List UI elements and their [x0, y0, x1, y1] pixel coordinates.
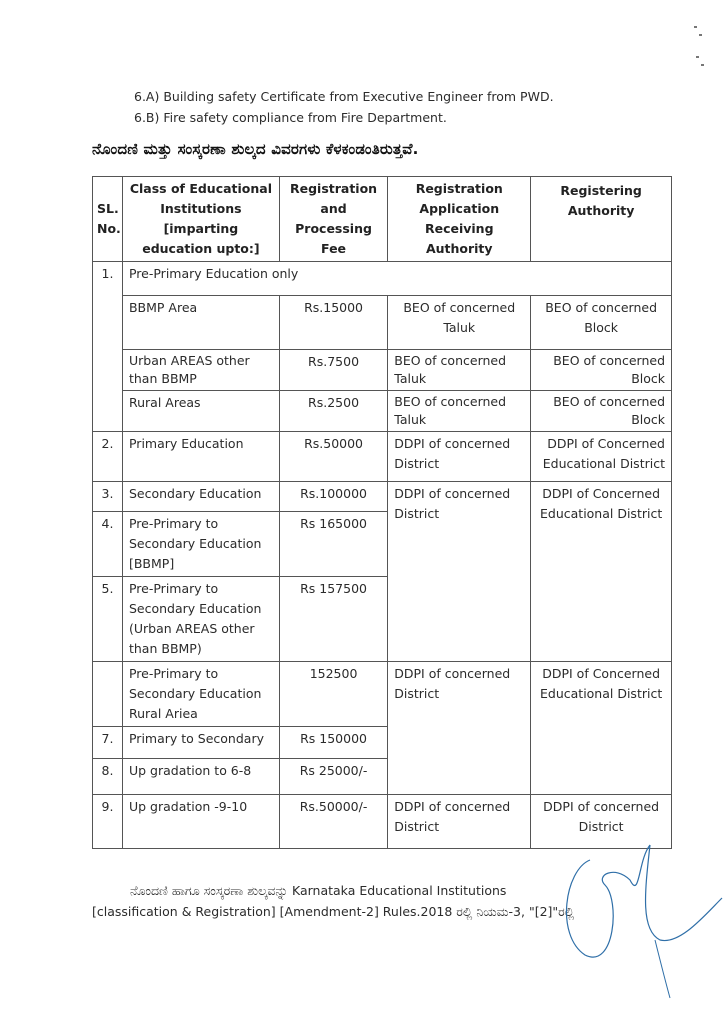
- cell-fee: Rs.7500: [279, 350, 387, 391]
- cell-class: Primary to Secondary: [122, 727, 279, 759]
- table-row: [93, 662, 672, 727]
- scan-marks: [686, 20, 706, 80]
- header-class: Class of Educational Institutions [imparting education upto:]: [122, 177, 279, 262]
- header-sl-no: SL. No.: [93, 177, 123, 262]
- cell-receiving: DDPI of concerned District: [388, 432, 531, 482]
- cell-receiving: BEO of concerned Taluk: [388, 350, 531, 391]
- cell-receiving: DDPI of concerned District: [388, 482, 531, 662]
- cell-fee: Rs.2500: [279, 391, 387, 432]
- cell-registering: DDPI of Concerned Educational District: [531, 432, 672, 482]
- cell-registering: BEO of concerned Block: [531, 296, 672, 350]
- cell-fee: Rs.100000: [279, 482, 387, 512]
- cell-class: Pre-Primary to Secondary Education (Urban AREAS other than BBMP): [122, 577, 279, 662]
- cell-fee: Rs.50000/-: [279, 795, 387, 849]
- cell-class: Primary Education: [122, 432, 279, 482]
- cell-registering: BEO of concerned Block: [531, 391, 672, 432]
- cell-class: Secondary Education: [122, 482, 279, 512]
- cell-registering: BEO of concerned Block: [531, 350, 672, 391]
- cell-class: Pre-Primary to Secondary Education [BBMP]: [122, 512, 279, 577]
- cell-fee: Rs.15000: [279, 296, 387, 350]
- cell-receiving: BEO of concerned Taluk: [388, 391, 531, 432]
- cell-class: Urban AREAS other than BBMP: [122, 350, 279, 391]
- header-fee: Registration and Processing Fee: [279, 177, 387, 262]
- signature-stroke: [646, 845, 722, 941]
- cell-sl: 4.: [93, 512, 123, 577]
- cell-sl: [93, 662, 123, 727]
- table-row: [93, 391, 672, 432]
- cell-registering: DDPI of Concerned Educational District: [531, 662, 672, 795]
- cell-sl: 8.: [93, 759, 123, 795]
- cell-class: Pre-Primary Education only: [122, 262, 671, 296]
- table-row: [93, 432, 672, 482]
- cell-registering: DDPI of concerned District: [531, 795, 672, 849]
- cell-registering: DDPI of Concerned Educational District: [531, 482, 672, 662]
- cell-fee: Rs 150000: [279, 727, 387, 759]
- cell-fee: Rs 165000: [279, 512, 387, 577]
- cell-sl: 7.: [93, 727, 123, 759]
- table-row: [93, 296, 672, 350]
- table-row: [93, 350, 672, 391]
- cell-class: Up gradation -9-10: [122, 795, 279, 849]
- cell-sl: 5.: [93, 577, 123, 662]
- cell-fee: 152500: [279, 662, 387, 727]
- cell-class: Pre-Primary to Secondary Education Rural Ariea: [122, 662, 279, 727]
- list-item: 6.B) Fire safety compliance from Fire Department.: [134, 110, 447, 125]
- cell-receiving: DDPI of concerned District: [388, 662, 531, 795]
- cell-receiving: BEO of concerned Taluk: [388, 296, 531, 350]
- cell-fee: Rs 25000/-: [279, 759, 387, 795]
- table-row: [93, 482, 672, 512]
- cell-sl: 3.: [93, 482, 123, 512]
- cell-receiving: DDPI of concerned District: [388, 795, 531, 849]
- table-row: [93, 262, 672, 296]
- header-registering-authority: Registering Authority: [531, 177, 672, 262]
- cell-class: Rural Areas: [122, 391, 279, 432]
- cell-sl: 1.: [93, 262, 123, 432]
- cell-class: BBMP Area: [122, 296, 279, 350]
- footer-line: ನೊಂದಣಿ ಹಾಗೂ ಸಂಸ್ಕರಣಾ ಶುಲ್ಕವನ್ನು Karnataka Educational Institutions: [130, 883, 507, 898]
- cell-fee: Rs.50000: [279, 432, 387, 482]
- cell-sl: 2.: [93, 432, 123, 482]
- cell-fee: Rs 157500: [279, 577, 387, 662]
- signature-stroke: [655, 940, 670, 998]
- cell-sl: 9.: [93, 795, 123, 849]
- footer-line: [classification & Registration] [Amendment-2] Rules.2018 ರಲ್ಲಿ ನಿಯಮ-3, "[2]"ರಲ್ಲಿ: [92, 904, 575, 919]
- signature-scribble: [560, 840, 724, 1000]
- table-header-row: [93, 177, 672, 262]
- requirements-list: [134, 86, 554, 128]
- list-item: 6.A) Building safety Certificate from Executive Engineer from PWD.: [134, 89, 554, 104]
- section-heading: ನೊಂದಣಿ ಮತ್ತು ಸಂಸ್ಕರಣಾ ಶುಲ್ಕದ ವಿವರಗಳು ಕೆಳಕಂಡಂತಿರುತ್ತವೆ.: [92, 140, 419, 158]
- header-receiving-authority: Registration Application Receiving Authority: [388, 177, 531, 262]
- fee-table: [92, 176, 672, 849]
- cell-class: Up gradation to 6-8: [122, 759, 279, 795]
- signature-stroke: [566, 845, 650, 957]
